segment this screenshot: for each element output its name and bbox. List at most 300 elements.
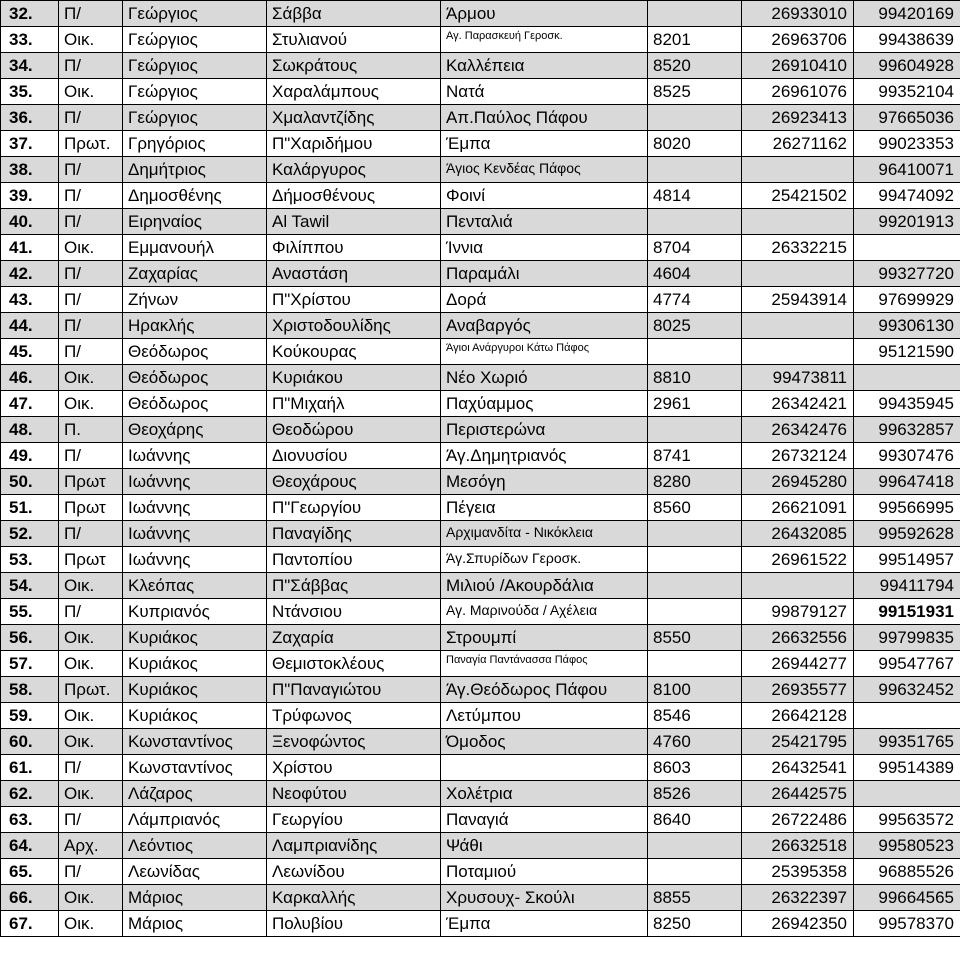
last-name-cell: Νεοφύτου [267,781,441,807]
parish-location-cell: Αρχιμανδίτα - Νικόκλεια [441,521,648,547]
table-row [1,859,960,885]
table-row [1,313,960,339]
phone-number-cell [742,339,854,365]
table-row [1,573,960,599]
phone-number-cell: 26442575 [742,781,854,807]
table-row [1,677,960,703]
parish-location-cell: Δορά [441,287,648,313]
first-name-cell: Ιωάννης [123,495,267,521]
row-number-cell: 66. [1,885,59,911]
postal-code-cell: 4604 [648,261,742,287]
table-row [1,417,960,443]
clergy-title-cell: Οικ. [59,365,123,391]
postal-code-cell [648,547,742,573]
mobile-number-cell: 96885526 [854,859,960,885]
postal-code-cell: 8741 [648,443,742,469]
clergy-title-cell: Οικ. [59,729,123,755]
first-name-cell: Κλεόπας [123,573,267,599]
last-name-cell: Θεοδώρου [267,417,441,443]
table-row [1,703,960,729]
clergy-title-cell: Π/ [59,443,123,469]
row-number-cell: 48. [1,417,59,443]
phone-number-cell [742,573,854,599]
first-name-cell: Κυριάκος [123,677,267,703]
clergy-title-cell: Π/ [59,157,123,183]
last-name-cell: Π"Χρίστου [267,287,441,313]
last-name-cell: Πολυβίου [267,911,441,937]
table-row [1,625,960,651]
parish-location-cell: Άγ.Δημητριανός [441,443,648,469]
first-name-cell: Δημήτριος [123,157,267,183]
row-number-cell: 61. [1,755,59,781]
phone-number-cell: 25421502 [742,183,854,209]
mobile-number-cell: 97699929 [854,287,960,313]
row-number-cell: 47. [1,391,59,417]
phone-number-cell: 26642128 [742,703,854,729]
first-name-cell: Ειρηναίος [123,209,267,235]
postal-code-cell [648,339,742,365]
mobile-number-cell: 99604928 [854,53,960,79]
first-name-cell: Κυριάκος [123,651,267,677]
row-number-cell: 40. [1,209,59,235]
last-name-cell: Al Tawil [267,209,441,235]
last-name-cell: Παναγίδης [267,521,441,547]
clergy-title-cell: Πρωτ [59,469,123,495]
table-row [1,547,960,573]
postal-code-cell: 8855 [648,885,742,911]
phone-number-cell: 26910410 [742,53,854,79]
table-row [1,729,960,755]
postal-code-cell [648,157,742,183]
postal-code-cell: 8100 [648,677,742,703]
last-name-cell: Ξενοφώντος [267,729,441,755]
last-name-cell: Ζαχαρία [267,625,441,651]
last-name-cell: Στυλιανού [267,27,441,53]
phone-number-cell: 26342476 [742,417,854,443]
row-number-cell: 35. [1,79,59,105]
first-name-cell: Λάζαρος [123,781,267,807]
phone-number-cell: 26332215 [742,235,854,261]
table-row [1,131,960,157]
first-name-cell: Θεόδωρος [123,339,267,365]
clergy-title-cell: Οικ. [59,911,123,937]
table-row [1,157,960,183]
last-name-cell: Π"Γεωργίου [267,495,441,521]
clergy-title-cell: Π/ [59,209,123,235]
last-name-cell: Θεοχάρους [267,469,441,495]
row-number-cell: 53. [1,547,59,573]
first-name-cell: Θεοχάρης [123,417,267,443]
first-name-cell: Εμμανουήλ [123,235,267,261]
postal-code-cell: 2961 [648,391,742,417]
last-name-cell: Σωκράτους [267,53,441,79]
phone-number-cell: 99879127 [742,599,854,625]
last-name-cell: Π"Χαριδήμου [267,131,441,157]
first-name-cell: Κυπριανός [123,599,267,625]
phone-number-cell: 26945280 [742,469,854,495]
phone-number-cell: 26961522 [742,547,854,573]
mobile-number-cell: 99352104 [854,79,960,105]
mobile-number-cell: 99420169 [854,1,960,27]
parish-location-cell: Παχύαμμος [441,391,648,417]
phone-number-cell [742,209,854,235]
phone-number-cell: 26923413 [742,105,854,131]
last-name-cell: Τρύφωνος [267,703,441,729]
row-number-cell: 51. [1,495,59,521]
parish-location-cell: Απ.Παύλος Πάφου [441,105,648,131]
first-name-cell: Θεόδωρος [123,365,267,391]
postal-code-cell: 8810 [648,365,742,391]
parish-location-cell: Άγ.Θεόδωρος Πάφου [441,677,648,703]
first-name-cell: Δημοσθένης [123,183,267,209]
parish-location-cell: Παραμάλι [441,261,648,287]
clergy-title-cell: Οικ. [59,27,123,53]
parish-location-cell: Αγ. Μαρινούδα / Αχέλεια [441,599,648,625]
last-name-cell: Λεωνίδου [267,859,441,885]
first-name-cell: Γεώργιος [123,105,267,131]
table-row [1,911,960,937]
last-name-cell: Κούκουρας [267,339,441,365]
phone-number-cell: 26632556 [742,625,854,651]
mobile-number-cell: 99664565 [854,885,960,911]
clergy-title-cell: Π/ [59,287,123,313]
row-number-cell: 65. [1,859,59,885]
phone-number-cell: 26271162 [742,131,854,157]
mobile-number-cell: 99799835 [854,625,960,651]
phone-number-cell: 26322397 [742,885,854,911]
first-name-cell: Γεώργιος [123,79,267,105]
parish-location-cell: Άρμου [441,1,648,27]
clergy-title-cell: Οικ. [59,573,123,599]
phone-number-cell: 26621091 [742,495,854,521]
mobile-number-cell: 99632857 [854,417,960,443]
mobile-number-cell: 99151931 [854,599,960,625]
postal-code-cell: 8525 [648,79,742,105]
table-row [1,495,960,521]
clergy-title-cell: Πρωτ. [59,131,123,157]
row-number-cell: 63. [1,807,59,833]
table-row [1,183,960,209]
postal-code-cell: 4760 [648,729,742,755]
phone-number-cell: 26342421 [742,391,854,417]
row-number-cell: 34. [1,53,59,79]
mobile-number-cell: 99566995 [854,495,960,521]
last-name-cell: Λαμπριανίδης [267,833,441,859]
last-name-cell: Π"Μιχαήλ [267,391,441,417]
postal-code-cell [648,573,742,599]
last-name-cell: Χαραλάμπους [267,79,441,105]
parish-location-cell: Πενταλιά [441,209,648,235]
phone-number-cell [742,261,854,287]
clergy-title-cell: Π/ [59,755,123,781]
mobile-number-cell: 99307476 [854,443,960,469]
clergy-title-cell: Οικ. [59,391,123,417]
clergy-title-cell: Οικ. [59,885,123,911]
row-number-cell: 57. [1,651,59,677]
first-name-cell: Ιωάννης [123,443,267,469]
table-row [1,885,960,911]
parish-location-cell: Μεσόγη [441,469,648,495]
table-row [1,53,960,79]
parish-location-cell: Χρυσουχ- Σκούλι [441,885,648,911]
phone-number-cell: 26942350 [742,911,854,937]
phone-number-cell: 26963706 [742,27,854,53]
phone-number-cell: 25395358 [742,859,854,885]
clergy-title-cell: Πρωτ. [59,677,123,703]
clergy-title-cell: Οικ. [59,651,123,677]
clergy-title-cell: Πρωτ [59,547,123,573]
parish-location-cell: Νέο Χωριό [441,365,648,391]
postal-code-cell: 8546 [648,703,742,729]
row-number-cell: 42. [1,261,59,287]
parish-location-cell: Χολέτρια [441,781,648,807]
clergy-title-cell: Οικ. [59,781,123,807]
mobile-number-cell: 99351765 [854,729,960,755]
last-name-cell: Χρίστου [267,755,441,781]
row-number-cell: 50. [1,469,59,495]
phone-number-cell: 26432085 [742,521,854,547]
first-name-cell: Λεόντιος [123,833,267,859]
postal-code-cell: 8280 [648,469,742,495]
phone-number-cell: 26722486 [742,807,854,833]
mobile-number-cell: 99647418 [854,469,960,495]
mobile-number-cell: 99592628 [854,521,960,547]
last-name-cell: Καρκαλλής [267,885,441,911]
first-name-cell: Ζήνων [123,287,267,313]
table-row [1,365,960,391]
clergy-title-cell: Π/ [59,1,123,27]
row-number-cell: 49. [1,443,59,469]
first-name-cell: Μάριος [123,885,267,911]
parish-location-cell: Άγιοι Ανάργυροι Κάτω Πάφος [441,339,648,365]
table-row [1,469,960,495]
postal-code-cell: 8020 [648,131,742,157]
postal-code-cell: 8526 [648,781,742,807]
postal-code-cell: 8603 [648,755,742,781]
parish-location-cell: Ίννια [441,235,648,261]
mobile-number-cell: 99023353 [854,131,960,157]
phone-number-cell: 26944277 [742,651,854,677]
first-name-cell: Γεώργιος [123,53,267,79]
mobile-number-cell: 99514957 [854,547,960,573]
postal-code-cell: 8704 [648,235,742,261]
table-row [1,807,960,833]
clergy-title-cell: Π/ [59,339,123,365]
clergy-title-cell: Π/ [59,261,123,287]
phone-number-cell: 26961076 [742,79,854,105]
row-number-cell: 54. [1,573,59,599]
last-name-cell: Αναστάση [267,261,441,287]
table-body [1,1,960,937]
first-name-cell: Ζαχαρίας [123,261,267,287]
last-name-cell: Θεμιστοκλέους [267,651,441,677]
parish-location-cell: Νατά [441,79,648,105]
table-row [1,521,960,547]
clergy-title-cell: Π/ [59,521,123,547]
clergy-title-cell: Αρχ. [59,833,123,859]
parish-location-cell: Μιλιού /Ακουρδάλια [441,573,648,599]
postal-code-cell: 4774 [648,287,742,313]
phone-number-cell: 26632518 [742,833,854,859]
row-number-cell: 59. [1,703,59,729]
parish-location-cell: Λετύμπου [441,703,648,729]
postal-code-cell: 8201 [648,27,742,53]
first-name-cell: Κωνσταντίνος [123,729,267,755]
parish-location-cell [441,755,648,781]
table-row [1,599,960,625]
table-row [1,755,960,781]
first-name-cell: Θεόδωρος [123,391,267,417]
row-number-cell: 44. [1,313,59,339]
parish-location-cell: Στρουμπί [441,625,648,651]
table-row [1,209,960,235]
table-row [1,105,960,131]
first-name-cell: Ιωάννης [123,469,267,495]
last-name-cell: Δήμοσθένους [267,183,441,209]
first-name-cell: Γεώργιος [123,1,267,27]
row-number-cell: 37. [1,131,59,157]
postal-code-cell: 8520 [648,53,742,79]
parish-location-cell: Άγ.Σπυρίδων Γεροσκ. [441,547,648,573]
postal-code-cell: 8560 [648,495,742,521]
postal-code-cell: 8025 [648,313,742,339]
phone-number-cell: 25421795 [742,729,854,755]
last-name-cell: Σάββα [267,1,441,27]
row-number-cell: 58. [1,677,59,703]
parish-location-cell: Έμπα [441,911,648,937]
row-number-cell: 56. [1,625,59,651]
mobile-number-cell: 99411794 [854,573,960,599]
parish-location-cell: Όμοδος [441,729,648,755]
last-name-cell: Χριστοδουλίδης [267,313,441,339]
row-number-cell: 39. [1,183,59,209]
parish-location-cell: Άγιος Κενδέας Πάφος [441,157,648,183]
clergy-title-cell: Οικ. [59,703,123,729]
first-name-cell: Ηρακλής [123,313,267,339]
table-row [1,79,960,105]
phone-number-cell: 26432541 [742,755,854,781]
clergy-title-cell: Οικ. [59,625,123,651]
clergy-title-cell: Π/ [59,807,123,833]
parish-location-cell: Ψάθι [441,833,648,859]
last-name-cell: Διονυσίου [267,443,441,469]
table-row [1,391,960,417]
clergy-title-cell: Π. [59,417,123,443]
last-name-cell: Γεωργίου [267,807,441,833]
mobile-number-cell: 99580523 [854,833,960,859]
parish-location-cell: Έμπα [441,131,648,157]
mobile-number-cell [854,703,960,729]
mobile-number-cell: 99547767 [854,651,960,677]
row-number-cell: 36. [1,105,59,131]
last-name-cell: Χμαλαντζίδης [267,105,441,131]
postal-code-cell: 8640 [648,807,742,833]
parish-location-cell: Πέγεια [441,495,648,521]
parish-location-cell: Αγ. Παρασκευή Γεροσκ. [441,27,648,53]
phone-number-cell [742,157,854,183]
mobile-number-cell: 99306130 [854,313,960,339]
mobile-number-cell [854,781,960,807]
first-name-cell: Λάμπριανός [123,807,267,833]
mobile-number-cell: 99201913 [854,209,960,235]
parish-location-cell: Παναγία Παντάνασσα Πάφος [441,651,648,677]
row-number-cell: 43. [1,287,59,313]
row-number-cell: 64. [1,833,59,859]
postal-code-cell [648,209,742,235]
first-name-cell: Λεωνίδας [123,859,267,885]
row-number-cell: 38. [1,157,59,183]
postal-code-cell [648,859,742,885]
mobile-number-cell: 99632452 [854,677,960,703]
last-name-cell: Καλάργυρος [267,157,441,183]
table-row [1,651,960,677]
postal-code-cell [648,599,742,625]
last-name-cell: Π"Σάββας [267,573,441,599]
first-name-cell: Κυριάκος [123,703,267,729]
first-name-cell: Γρηγόριος [123,131,267,157]
phone-number-cell: 26732124 [742,443,854,469]
clergy-title-cell: Π/ [59,53,123,79]
first-name-cell: Μάριος [123,911,267,937]
mobile-number-cell: 99327720 [854,261,960,287]
mobile-number-cell: 99438639 [854,27,960,53]
clergy-title-cell: Οικ. [59,235,123,261]
clergy-title-cell: Οικ. [59,79,123,105]
clergy-title-cell: Π/ [59,859,123,885]
table-row [1,339,960,365]
mobile-number-cell: 97665036 [854,105,960,131]
clergy-title-cell: Π/ [59,313,123,339]
row-number-cell: 41. [1,235,59,261]
last-name-cell: Κυριάκου [267,365,441,391]
first-name-cell: Ιωάννης [123,547,267,573]
postal-code-cell [648,417,742,443]
table-row [1,781,960,807]
postal-code-cell [648,105,742,131]
clergy-title-cell: Π/ [59,105,123,131]
mobile-number-cell: 99474092 [854,183,960,209]
postal-code-cell [648,521,742,547]
row-number-cell: 67. [1,911,59,937]
parish-location-cell: Ποταμιού [441,859,648,885]
table-row [1,235,960,261]
row-number-cell: 33. [1,27,59,53]
last-name-cell: Π"Παναγιώτου [267,677,441,703]
clergy-title-cell: Π/ [59,599,123,625]
first-name-cell: Ιωάννης [123,521,267,547]
mobile-number-cell: 99563572 [854,807,960,833]
postal-code-cell: 8550 [648,625,742,651]
row-number-cell: 62. [1,781,59,807]
last-name-cell: Φιλίππου [267,235,441,261]
clergy-title-cell: Πρωτ [59,495,123,521]
phone-number-cell: 25943914 [742,287,854,313]
mobile-number-cell: 95121590 [854,339,960,365]
mobile-number-cell: 99514389 [854,755,960,781]
table-row [1,287,960,313]
phone-number-cell: 99473811 [742,365,854,391]
mobile-number-cell [854,365,960,391]
mobile-number-cell [854,235,960,261]
phone-number-cell [742,313,854,339]
table-row [1,261,960,287]
postal-code-cell [648,1,742,27]
postal-code-cell: 8250 [648,911,742,937]
postal-code-cell: 4814 [648,183,742,209]
mobile-number-cell: 99435945 [854,391,960,417]
mobile-number-cell: 96410071 [854,157,960,183]
table-row [1,1,960,27]
